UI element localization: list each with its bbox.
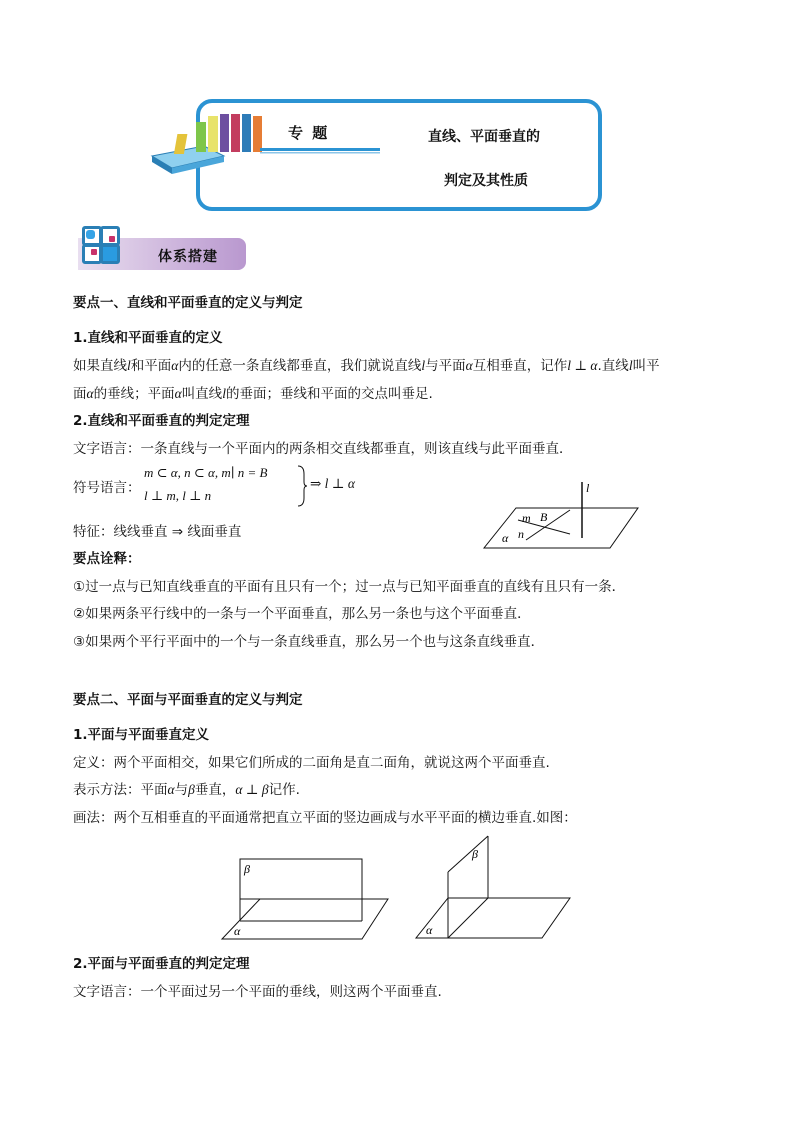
fig-left-alpha: α: [234, 924, 241, 938]
symbol-language-label: 符号语言：: [73, 480, 141, 496]
figure-label-m: m: [522, 511, 531, 525]
note-2: ②如果两条平行线中的一条与一个平面垂直，那么另一条也与这个平面垂直．: [73, 606, 531, 622]
banner-label: 体系搭建: [158, 249, 218, 265]
feature: 特征：线线垂直 ⇒ 线面垂直: [73, 524, 242, 540]
books-icon: [146, 108, 386, 178]
fig-right-alpha: α: [426, 923, 433, 937]
header-title-line2: 判定及其性质: [444, 173, 528, 189]
line-plane-figure: [478, 474, 648, 554]
section1-sub2-title: 2.直线和平面垂直的判定定理: [73, 413, 250, 429]
section2-text-language: 文字语言：一个平面过另一个平面的垂线，则这两个平面垂直.: [73, 984, 442, 1000]
figure-label-n: n: [518, 527, 524, 541]
brace-icon: [296, 464, 308, 508]
symbol-row-2: l ⊥ m, l ⊥ n: [144, 488, 212, 503]
perpendicular-planes-figure-left: [220, 855, 392, 945]
fig-right-beta: β: [472, 847, 478, 861]
figure-label-alpha: α: [502, 531, 509, 545]
text-language: 文字语言：一条直线与一个平面内的两条相交直线都垂直，则该直线与此平面垂直．: [73, 441, 573, 457]
figure-label-l: l: [586, 481, 590, 495]
figure-label-B: B: [540, 510, 548, 524]
section2-sub2-title: 2.平面与平面垂直的判定定理: [73, 956, 250, 972]
symbol-row-1: m ⊂ α, n ⊂ α, m∣ n = B: [144, 465, 268, 480]
definition-line-1: 如果直线l和平面α内的任意一条直线都垂直，我们就说直线l与平面α互相垂直，记作l ⊥ α.直线l叫平: [73, 358, 660, 374]
drawing-method: 画法：两个互相垂直的平面通常把直立平面的竖边画成与水平平面的横边垂直.如图：: [73, 810, 577, 826]
section1-title: 要点一、直线和平面垂直的定义与判定: [73, 295, 303, 311]
note-1: ①过一点与已知直线垂直的平面有且只有一个；过一点与已知平面垂直的直线有且只有一条．: [73, 579, 626, 595]
perpendicular-planes-figure-right: [414, 832, 574, 944]
definition-line-2: 面α的垂线；平面α叫直线l的垂面；垂线和平面的交点叫垂足.: [73, 386, 433, 402]
definition: 定义：两个平面相交，如果它们所成的二面角是直二面角，就说这两个平面垂直.: [73, 755, 550, 771]
section2-sub1-title: 1.平面与平面垂直定义: [73, 727, 210, 743]
notation: 表示方法：平面α与β垂直，α ⊥ β记作.: [73, 782, 300, 798]
explain-title: 要点诠释：: [73, 551, 141, 567]
fig-left-beta: β: [244, 862, 250, 876]
symbol-result: ⇒ l ⊥ α: [310, 476, 355, 491]
note-3: ③如果两个平行平面中的一个与一条直线垂直，那么另一个也与这条直线垂直．: [73, 634, 545, 650]
banner-squares-icon: [78, 222, 128, 268]
header-title-line1: 直线、平面垂直的: [428, 129, 540, 145]
section2-title: 要点二、平面与平面垂直的定义与判定: [73, 692, 303, 708]
section1-sub1-title: 1.直线和平面垂直的定义: [73, 330, 223, 346]
header-label: 专 题: [288, 124, 330, 142]
